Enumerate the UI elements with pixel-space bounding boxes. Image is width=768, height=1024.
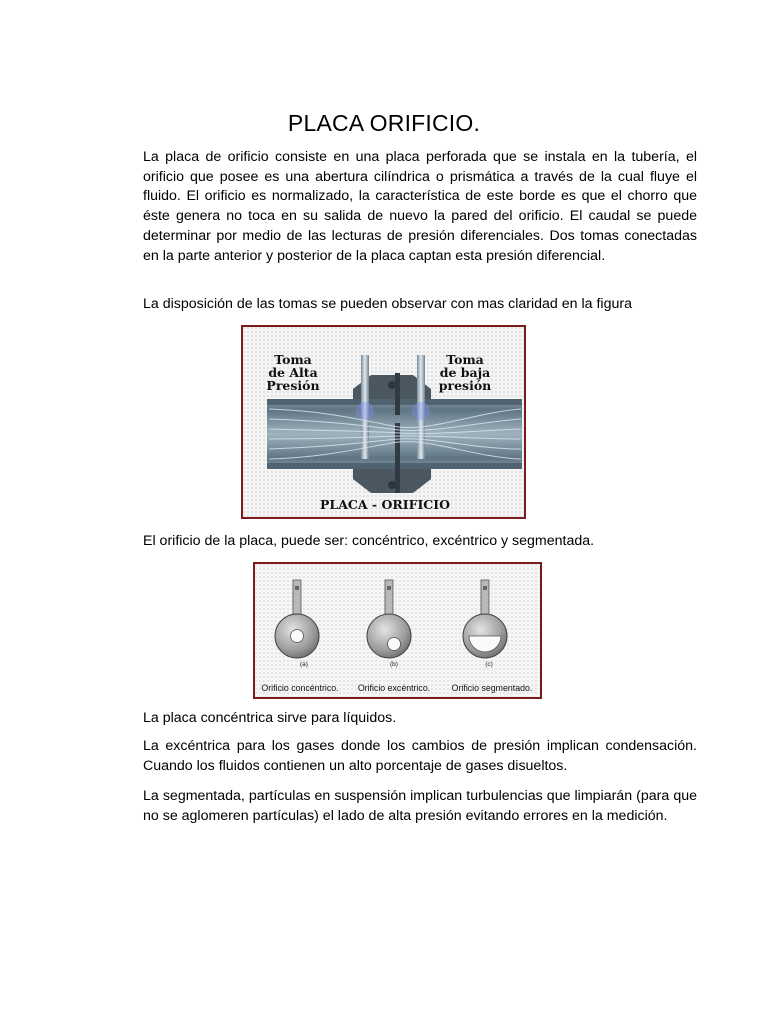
paragraph-figure-reference: La disposición de las tomas se pueden observar con mas claridad en la figura: [143, 296, 632, 312]
label-low-pressure-2: de baja: [439, 365, 491, 380]
figure-caption: PLACA - ORIFICIO: [320, 497, 450, 512]
orifice-types-diagram-svg: [255, 564, 540, 697]
paragraph-segmental: La segmentada, partículas en suspensión implican turbulencias que limpiarán (para que no se aglomeren partículas) el lado de alta presión evitando errores en la medición.: [143, 788, 697, 824]
label-high-pressure-2: de Alta: [268, 365, 318, 380]
paragraph-orifice-types: El orificio de la placa, puede ser: concéntrico, excéntrico y segmentada.: [143, 533, 595, 549]
paragraph-eccentric: La excéntrica para los gases donde los cambios de presión implican condensación. Cuando los fluidos contienen un alto porcentaje de gases disueltos.: [143, 738, 697, 774]
letter-a: (a): [300, 661, 308, 668]
orifice-plate-diagram-svg: [243, 327, 524, 517]
pipe-body: [267, 399, 522, 469]
label-low-pressure-1: Toma: [446, 352, 484, 367]
orifice-types-diagram: [253, 562, 542, 699]
page-title: PLACA ORIFICIO.: [287, 110, 481, 136]
label-segmental: Orificio segmentado.: [451, 683, 533, 693]
orifice-plate-diagram: [241, 325, 526, 519]
paragraph-concentric: La placa concéntrica sirve para líquidos.: [143, 710, 397, 726]
letter-c: (c): [485, 661, 493, 668]
paragraph-intro: La placa de orificio consiste en una placa perforada que se instala en la tubería, el orificio que posee es una abertura cilíndrica o prismática a través de la cual fluye el fluido. El orificio es normalizado, la característica de este borde es que el chorro que éste genera no toca en su salida de nuevo la pared del orificio. El caudal se puede determinar por medio de las lecturas de presión diferenciales. Dos tomas conectadas en la parte anterior y posterior de la placa captan esta presión diferencial.: [143, 149, 697, 264]
label-low-pressure-3: presión: [438, 378, 492, 393]
label-concentric: Orificio concéntrico.: [261, 683, 339, 693]
label-eccentric: Orificio excéntrico.: [357, 683, 431, 693]
label-high-pressure-3: Presión: [266, 378, 320, 393]
label-high-pressure-1: Toma: [274, 352, 312, 367]
letter-b: (b): [390, 661, 398, 668]
